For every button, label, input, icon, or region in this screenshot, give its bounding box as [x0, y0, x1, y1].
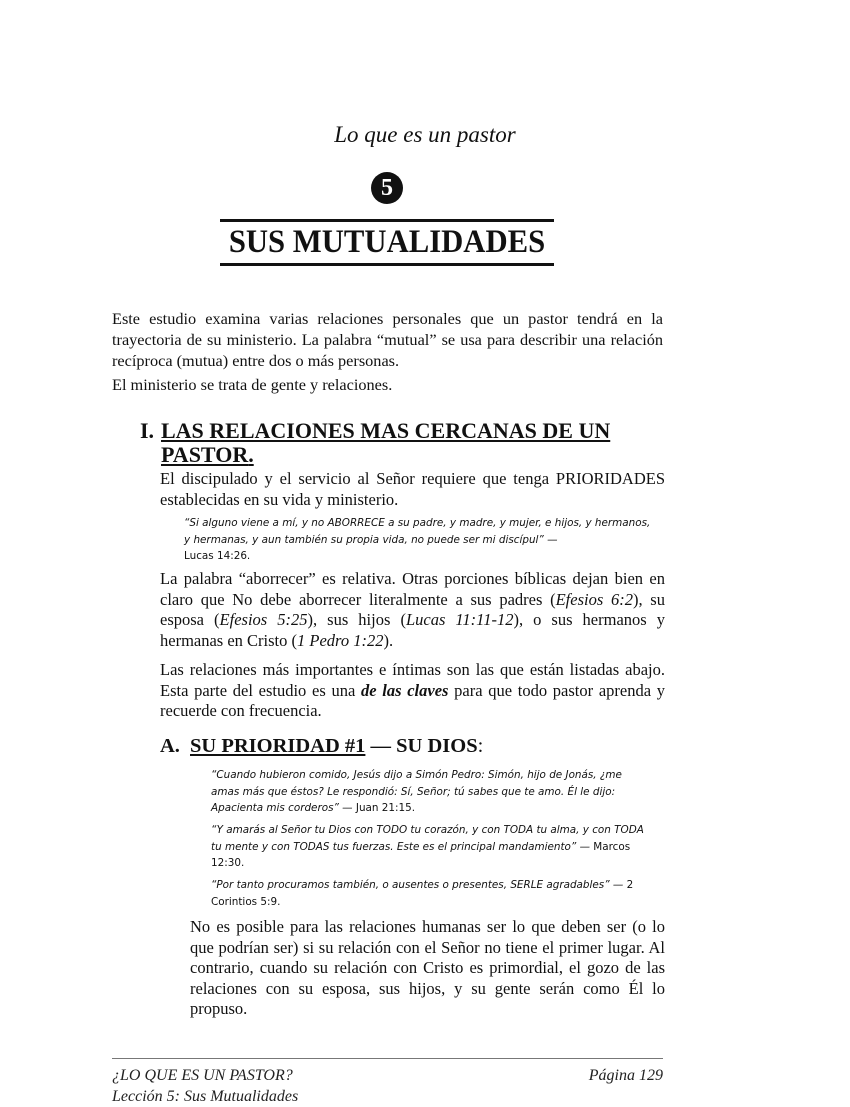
- scripture-ref: 1 Pedro 1:22: [297, 630, 384, 650]
- emphasis: [361, 681, 448, 700]
- book-title: Lo que es un pastor: [334, 122, 516, 147]
- text-run: ).: [383, 630, 394, 650]
- priorities-paragraph: El discipulado y el servicio al Señor requiere que tenga PRIORIDADES establecidas en su vida y ministerio.: [160, 469, 665, 509]
- aborrecer-paragraph: [160, 569, 665, 651]
- scripture-ref: Efesios 5:25: [219, 610, 308, 629]
- footer-lesson: Lección 5: Sus Mutualidades: [112, 1088, 299, 1105]
- page-number: Página 129: [588, 1067, 663, 1084]
- subsection-heading-rest: — SU DIOS: [365, 735, 478, 757]
- quote-reference: 2 Corintios 5:9.: [211, 879, 634, 908]
- subsection-heading-colon: :: [477, 735, 484, 757]
- section-heading-title: LAS RELACIONES MAS CERCANAS DE UN PASTOR: [161, 418, 611, 467]
- quote-reference: Marcos 12:30.: [211, 840, 631, 869]
- subsection-heading-underlined: SU PRIORIDAD #1: [190, 735, 366, 757]
- text-run: para que todo pastor aprenda y recuerde con frecuencia.: [160, 680, 665, 720]
- quote-reference: Lucas 14:26.: [184, 550, 251, 562]
- intro-paragraph: Este estudio examina varias relaciones personales que un pastor tendrá en la trayectoria de su ministerio. La palabra “mutual” se usa para describir una relación recíproca (mutua) entre dos o más personas.: [112, 309, 663, 370]
- footer-book: ¿LO QUE ES UN PASTOR?: [112, 1067, 293, 1084]
- text-run: ), su esposa (: [160, 589, 665, 629]
- corinthians-quote: [211, 877, 651, 910]
- footer-book-title: [112, 1065, 298, 1107]
- title-top-rule: [220, 219, 554, 222]
- scripture-ref: Lucas 11:11-12: [405, 610, 514, 629]
- intro-paragraph-2: El ministerio se trata de gente y relaciones.: [112, 375, 393, 394]
- quote-text: “Y amarás al Señor tu Dios con TODO tu corazón, y con TODA tu alma, y con TODA tu mente y con TODAS tus fuerzas. Este es el principal mandamiento” —: [211, 824, 644, 853]
- subsection-letter: A.: [160, 735, 180, 757]
- quote-text: “Si alguno viene a mí, y no ABORRECE a su padre, y madre, y mujer, e hijos, y hermanos, y hermanas, y aun también su propia vida, no puede ser mi discípul” —: [184, 517, 651, 546]
- text-run: ), sus hijos (: [307, 610, 406, 629]
- priority-paragraph: No es posible para las relaciones humanas ser lo que deben ser (o lo que podrían ser) si su relación con el Señor no tiene el primer lugar. Al contrario, cuando su relación con Cristo es primordial, el gozo de las relaciones con su esposa, sus hijos, y su gente serán como Él lo propuso.: [190, 917, 665, 1018]
- quote-reference: Juan 21:15.: [352, 802, 416, 814]
- section-heading-text: [161, 419, 660, 467]
- subsection-heading-text: [190, 734, 483, 758]
- quote-text: “Por tanto procuramos también, o ausentes o presentes, SERLE agradables” —: [211, 879, 624, 891]
- title-bottom-rule: [220, 263, 554, 266]
- mark-quote: [211, 822, 651, 872]
- text-run: Las relaciones más importantes e íntimas son las que están listadas abajo. Esta parte del estudio es una: [160, 660, 665, 700]
- emphasis-text: de las claves: [360, 680, 449, 700]
- chapter-title: SUS MUTUALIDADES: [228, 224, 546, 260]
- john-quote: [211, 767, 651, 817]
- footer-rule: [112, 1058, 663, 1059]
- scripture-ref: Efesios 6:2: [555, 589, 633, 609]
- lesson-number-badge: 5: [371, 172, 403, 204]
- section-heading-period: .: [248, 442, 254, 467]
- quote-text: “Cuando hubieron comido, Jesús dijo a Simón Pedro: Simón, hijo de Jonás, ¿me amas más que éstos? Le respondió: Sí, Señor; tú sabes que te amo. Él le dijo: Apacienta mis corderos” —: [211, 769, 622, 814]
- luke-quote: [184, 515, 654, 565]
- relationships-paragraph: [160, 660, 665, 722]
- text-run: ), o sus hermanos y hermanas en Cristo (: [160, 610, 665, 650]
- text-run: La palabra “aborrecer” es relativa. Otras porciones bíblicas dejan bien en claro que No debe aborrecer literalmente a sus padres (: [160, 569, 665, 609]
- section-number: I.: [140, 418, 155, 443]
